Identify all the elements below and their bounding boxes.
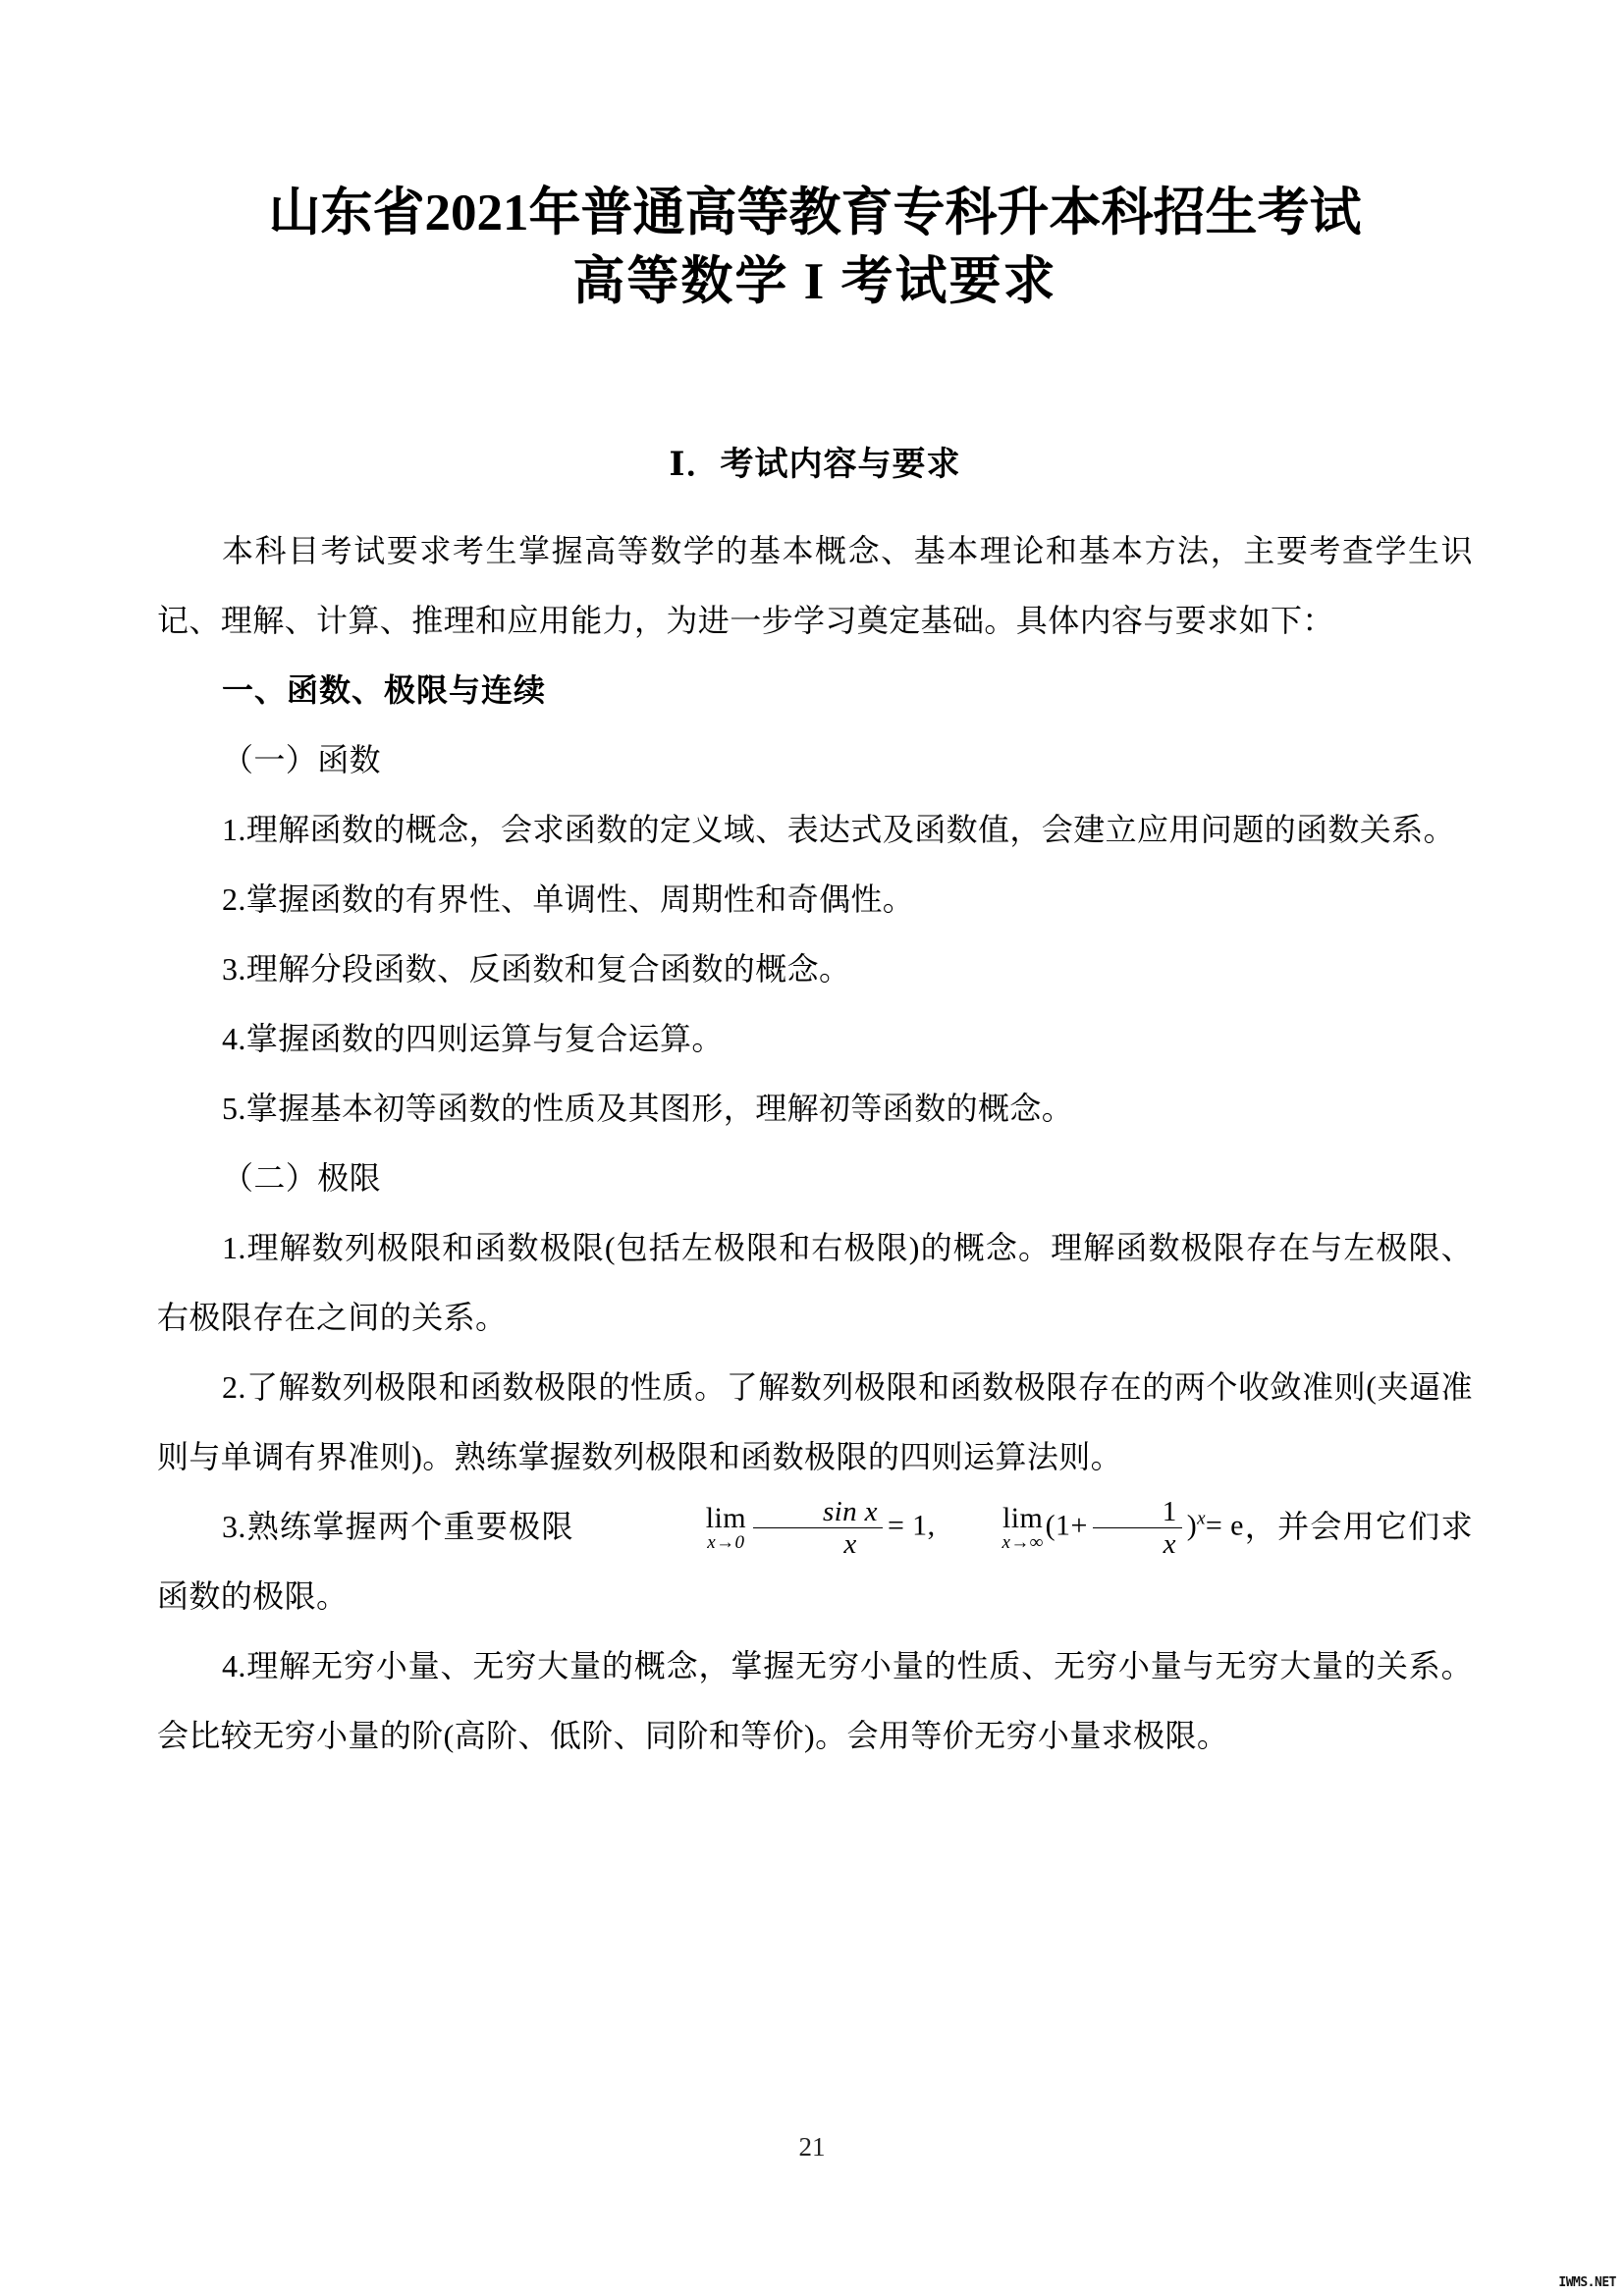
body-block: [157, 489, 1473, 1771]
title-line-1: 山东省2021年普通高等教育专科升本科招生考试: [268, 185, 1362, 241]
formula-text-before: 3.熟练掌握两个重要极限: [222, 1509, 574, 1544]
page-content: [157, 0, 1473, 1771]
section-label-2: （二）极限: [222, 1160, 382, 1196]
page-title: [157, 0, 1473, 316]
lim-subscript: x→∞: [1001, 1532, 1044, 1554]
paren-close: ): [1186, 1509, 1198, 1542]
lim-subscript: x→0: [707, 1532, 745, 1554]
list-item: 5.掌握基本初等函数的性质及其图形，理解初等函数的概念。: [222, 1091, 1074, 1126]
lim-op-label: lim: [705, 1502, 746, 1535]
list-item: 4.理解无穷小量、无穷大量的概念，掌握无穷小量的性质、无穷小量与无穷大量的关系。会比较无穷小量的阶(高阶、低阶、同阶和等价)。会用等价无穷小量求极限。: [157, 1648, 1473, 1754]
chapter-heading: 一、函数、极限与连续: [222, 672, 547, 708]
list-item-with-formula: [157, 1492, 1473, 1631]
limit-operator-1: [641, 1504, 746, 1552]
fraction-denominator: x: [1163, 1528, 1176, 1561]
fraction-numerator: 1: [1093, 1496, 1182, 1528]
list-item: 4.掌握函数的四则运算与复合运算。: [222, 1021, 724, 1056]
limit-operator-2: [937, 1504, 1043, 1552]
watermark: IWMS.NET: [1558, 2275, 1616, 2290]
fraction-numerator: sin x: [753, 1496, 883, 1528]
list-item: 2.了解数列极限和函数极限的性质。了解数列极限和函数极限存在的两个收敛准则(夹逼准则与单调有界准则)。熟练掌握数列极限和函数极限的四则运算法则。: [157, 1369, 1473, 1474]
equals-one: = 1,: [887, 1509, 936, 1542]
limit-formula: [574, 1496, 1244, 1560]
list-item: 2.掌握函数的有界性、单调性、周期性和奇偶性。: [222, 881, 915, 917]
fraction-denominator: x: [843, 1528, 857, 1561]
title-line-2: 高等数学 I 考试要求: [572, 253, 1057, 310]
fraction-sinx-over-x: [753, 1496, 883, 1560]
list-item: 3.理解分段函数、反函数和复合函数的概念。: [222, 951, 851, 987]
intro-paragraph: 本科目考试要求考生掌握高等数学的基本概念、基本理论和基本方法，主要考查学生识记、理解、计算、推理和应用能力，为进一步学习奠定基础。具体内容与要求如下：: [157, 533, 1473, 638]
exponent-x: x: [1197, 1508, 1206, 1529]
list-item: 1.理解函数的概念，会求函数的定义域、表达式及函数值，会建立应用问题的函数关系。: [222, 812, 1456, 847]
fraction-one-over-x: [1093, 1496, 1182, 1560]
lim-op-label: lim: [1001, 1502, 1044, 1535]
page-number: 21: [798, 2132, 826, 2162]
equals-e: = e: [1205, 1509, 1244, 1542]
section-label-1: （一）函数: [222, 742, 382, 777]
list-item: 1.理解数列极限和函数极限(包括左极限和右极限)的概念。理解函数极限存在与左极限、右极限存在之间的关系。: [157, 1230, 1473, 1335]
paren-open: (1+: [1045, 1509, 1088, 1542]
section-heading: Ⅰ．考试内容与要求: [669, 447, 961, 483]
formula-text-after: ，并会用它们求函数的极限。: [157, 1509, 1473, 1615]
